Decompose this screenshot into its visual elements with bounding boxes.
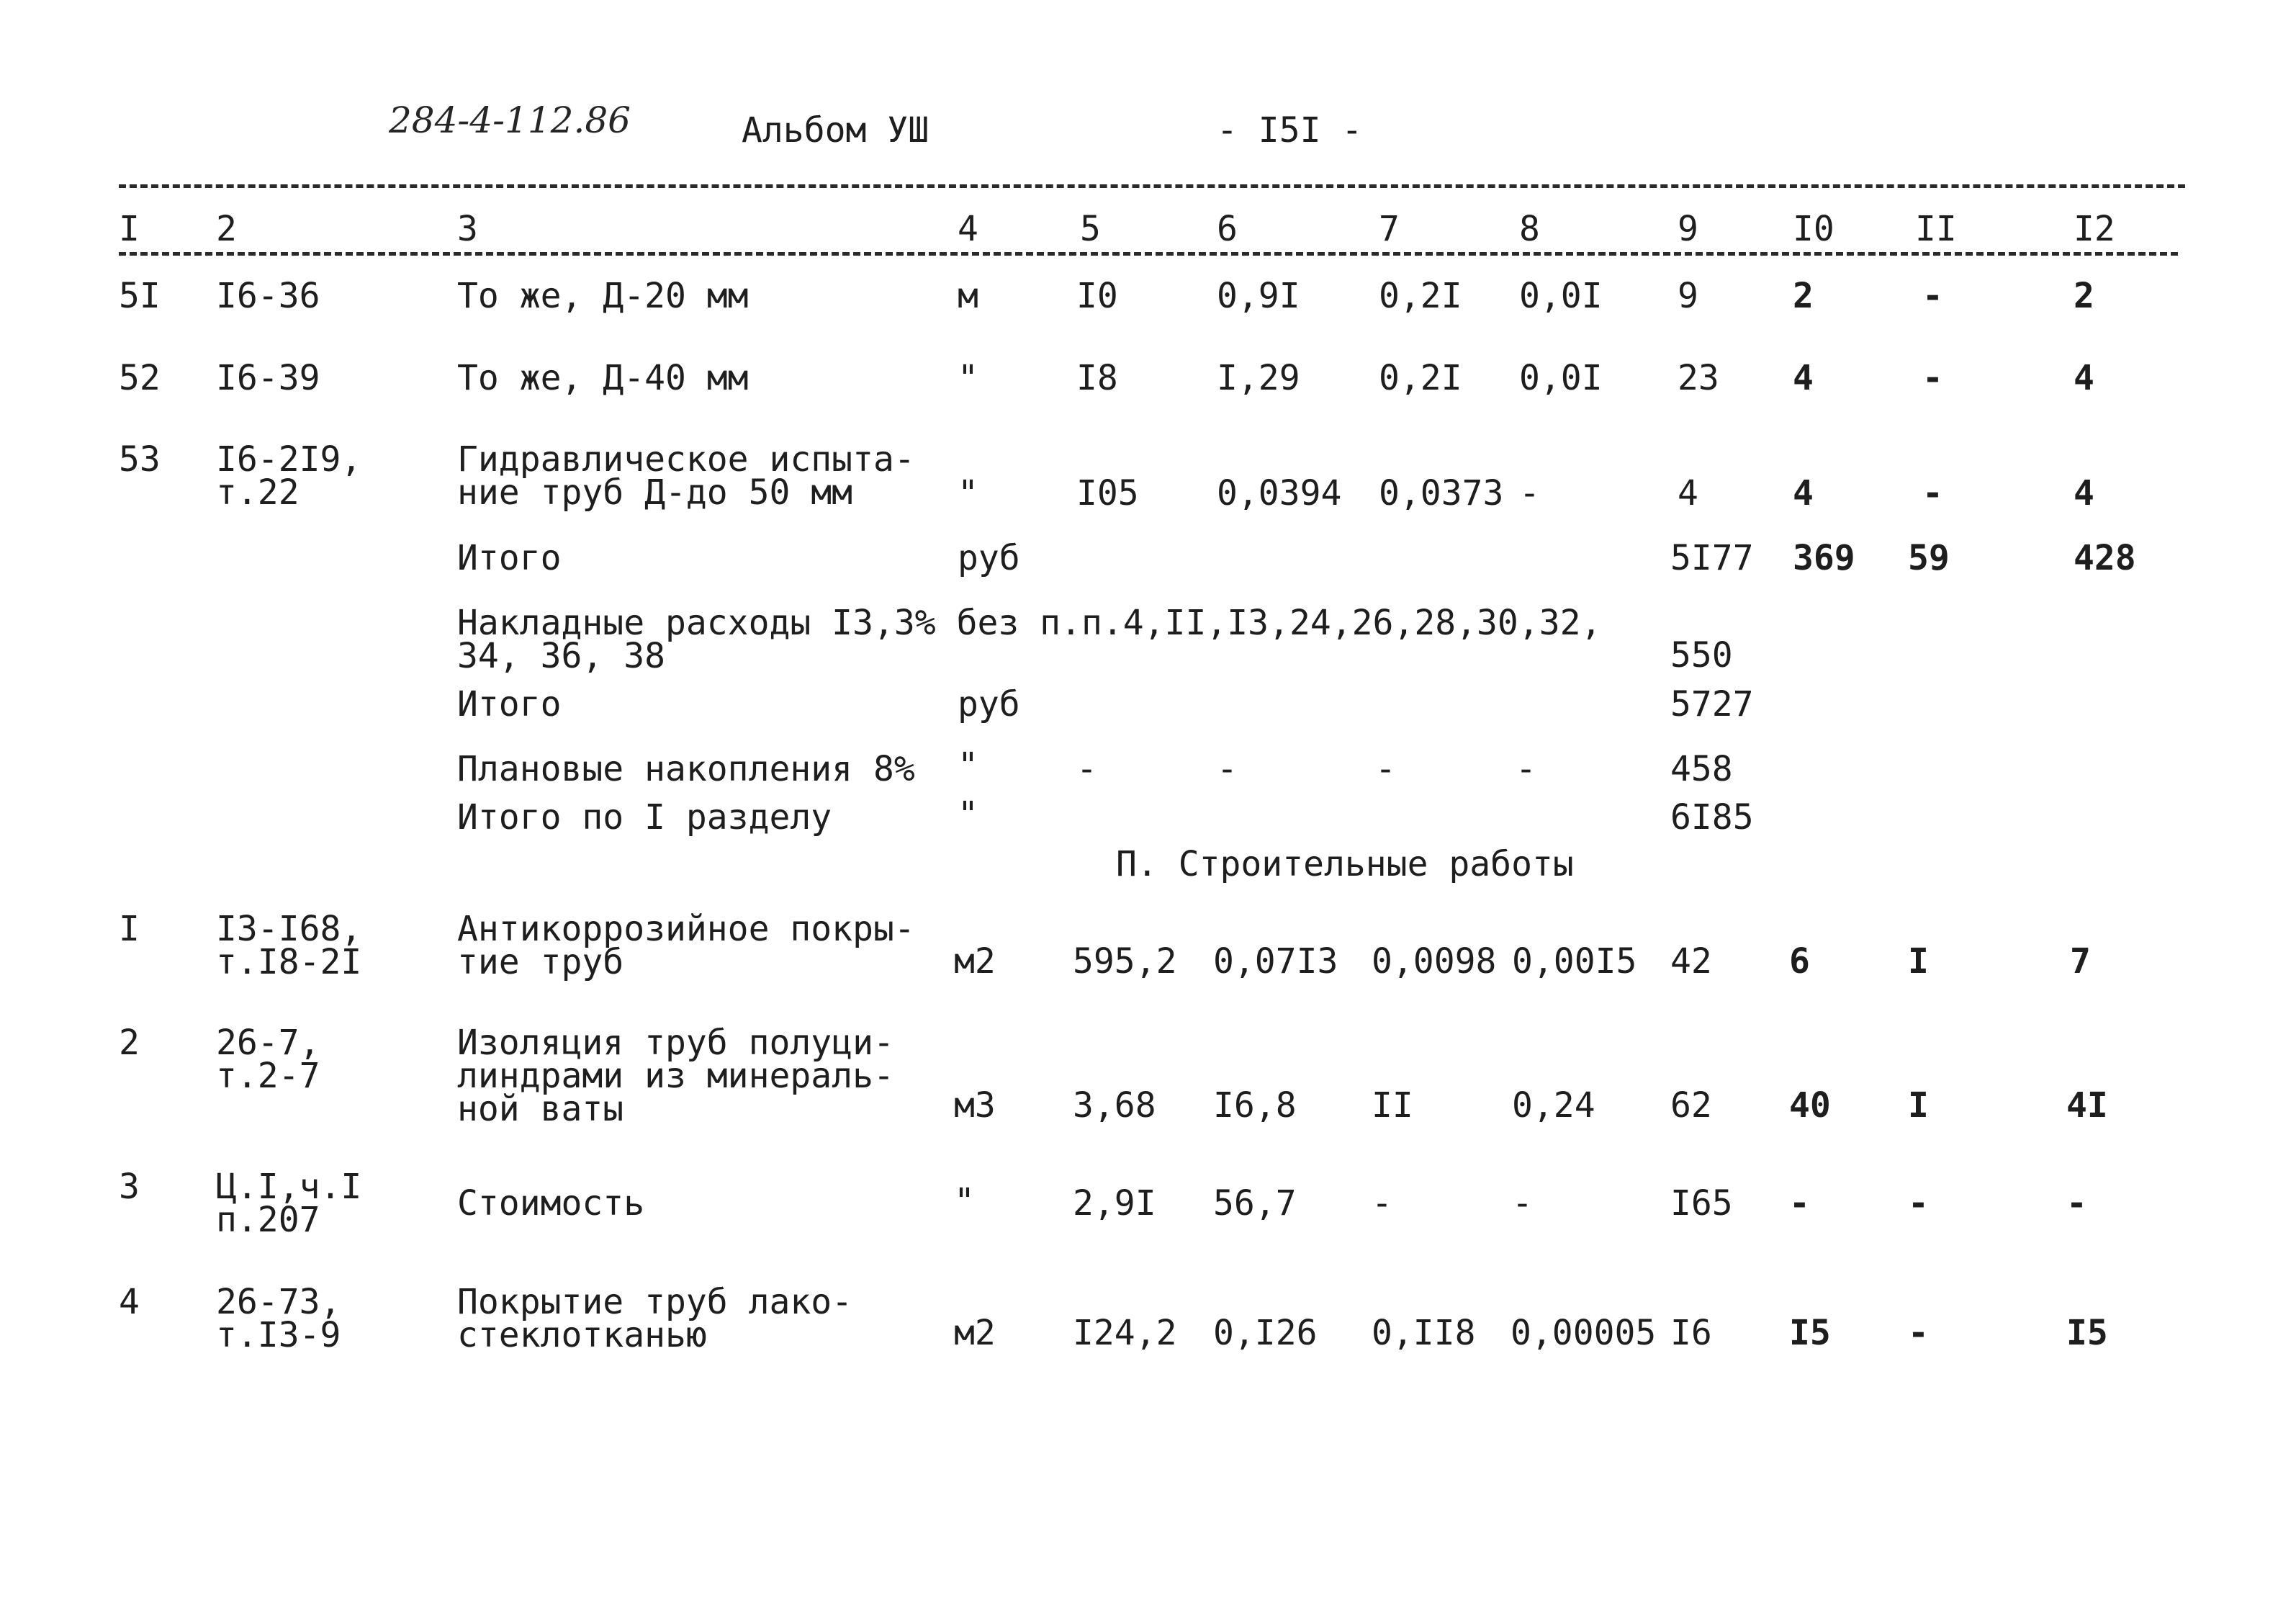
work-description: То же, Д-20 мм [457, 276, 749, 316]
column-header-underline [119, 252, 2178, 256]
cell-col11: I [1908, 1085, 1929, 1126]
row-number: 4 [119, 1282, 140, 1322]
cell-col7: 0,II8 [1372, 1313, 1476, 1353]
work-description: Антикоррозийное покры- тие труб [457, 909, 915, 982]
cell-col8: - [1512, 1183, 1533, 1224]
cell-col10: 4 [1793, 358, 1814, 398]
summary-label: Итого [457, 538, 562, 578]
cell-col11: - [1922, 473, 1943, 513]
document-code: 284-4-112.86 [389, 99, 631, 141]
row-number: 3 [119, 1167, 140, 1207]
cell-col7: II [1372, 1085, 1413, 1126]
cell-col8: - [1516, 749, 1536, 789]
unit: " [958, 473, 978, 513]
cell-col12: 7 [2070, 941, 2091, 982]
rate-code: I6-2I9, т.22 [216, 439, 362, 513]
cell-col9: 42 [1670, 941, 1712, 982]
cell-col8: 0,24 [1512, 1085, 1595, 1126]
album-label: Альбом УШ [742, 110, 929, 151]
col-header-9: 9 [1678, 209, 1698, 249]
cell-col10: 4 [1793, 473, 1814, 513]
work-description: То же, Д-40 мм [457, 358, 749, 398]
cell-col12: - [2066, 1183, 2087, 1224]
cell-col5: - [1076, 749, 1097, 789]
quantity: 2,9I [1073, 1183, 1156, 1224]
row-number: 52 [119, 358, 161, 398]
cell-col8: 0,00005 [1511, 1313, 1657, 1353]
cell-col12: 4 [2074, 358, 2094, 398]
work-description: Покрытие труб лако- стеклотканью [457, 1282, 853, 1355]
cell-col6: I,29 [1217, 358, 1300, 398]
col-header-2: 2 [216, 209, 237, 249]
summary-label: Итого [457, 684, 562, 724]
cell-col12: 4I [2066, 1085, 2108, 1126]
summary-label: Накладные расходы I3,3% без п.п.4,II,I3,24,26,28,30,32, 34, 36, 38 [457, 603, 1602, 676]
quantity: 595,2 [1073, 941, 1177, 982]
unit: м3 [954, 1085, 996, 1126]
cell-col12: 428 [2074, 538, 2136, 578]
cell-col6: 0,9I [1217, 276, 1300, 316]
cell-col12: I5 [2066, 1313, 2108, 1353]
cell-col11: 59 [1908, 538, 1950, 578]
col-header-1: I [119, 209, 140, 249]
cell-col8: 0,0I [1519, 358, 1603, 398]
cell-col7: 0,2I [1379, 276, 1462, 316]
quantity: I0 [1076, 276, 1118, 316]
cell-col10: 40 [1789, 1085, 1831, 1126]
cell-col9: 9 [1678, 276, 1698, 316]
cell-col8: 0,00I5 [1512, 941, 1637, 982]
cell-col9: 5727 [1670, 684, 1754, 724]
cell-col11: - [1922, 276, 1943, 316]
cell-col10: 6 [1789, 941, 1810, 982]
cell-col9: 5I77 [1670, 538, 1754, 578]
cell-col10: 369 [1793, 538, 1855, 578]
cell-col8: - [1519, 473, 1540, 513]
col-header-10: I0 [1793, 209, 1834, 249]
cell-col6: I6,8 [1213, 1085, 1297, 1126]
rate-code: 26-73, т.I3-9 [216, 1282, 341, 1355]
col-header-11: II [1915, 209, 1957, 249]
cell-col6: 56,7 [1213, 1183, 1297, 1224]
work-description: Изоляция труб полуци- линдрами из минераль- ной ваты [457, 1023, 894, 1129]
cell-col7: 0,0098 [1372, 941, 1497, 982]
unit: " [958, 745, 978, 786]
unit: " [954, 1181, 975, 1221]
cell-col9: 550 [1670, 635, 1733, 675]
rate-code: Ц.I,ч.I п.207 [216, 1167, 362, 1240]
col-header-5: 5 [1080, 209, 1101, 249]
summary-label: Плановые накопления 8% [457, 749, 915, 789]
cell-col8: 0,0I [1519, 276, 1603, 316]
col-header-3: 3 [457, 209, 478, 249]
cell-col9: 458 [1670, 749, 1733, 789]
cell-col12: 2 [2074, 276, 2094, 316]
cell-col9: 62 [1670, 1085, 1712, 1126]
cell-col10: 2 [1793, 276, 1814, 316]
cell-col7: - [1375, 749, 1396, 789]
cell-col11: I [1908, 941, 1929, 982]
cell-col11: - [1908, 1313, 1929, 1353]
unit: " [958, 358, 978, 398]
cell-col7: 0,0373 [1379, 473, 1504, 513]
cell-col6: 0,0394 [1217, 473, 1342, 513]
rate-code: I6-39 [216, 358, 320, 398]
rate-code: I3-I68, т.I8-2I [216, 909, 362, 982]
row-number: 53 [119, 439, 161, 480]
unit: м [958, 276, 978, 316]
summary-label: Итого по I разделу [457, 797, 832, 838]
col-header-6: 6 [1217, 209, 1238, 249]
unit: " [958, 794, 978, 835]
quantity: I05 [1076, 473, 1139, 513]
cell-col11: - [1922, 358, 1943, 398]
section-title: П. Строительные работы [1116, 844, 1574, 884]
unit: м2 [954, 941, 996, 982]
col-header-8: 8 [1519, 209, 1540, 249]
cell-col6: 0,07I3 [1213, 941, 1338, 982]
page-number: - I5I - [1217, 110, 1363, 151]
quantity: I24,2 [1073, 1313, 1177, 1353]
cell-col6: 0,I26 [1213, 1313, 1318, 1353]
work-description: Стоимость [457, 1183, 645, 1224]
cell-col7: 0,2I [1379, 358, 1462, 398]
cell-col10: I5 [1789, 1313, 1831, 1353]
cell-col10: - [1789, 1183, 1810, 1224]
cell-col9: 23 [1678, 358, 1719, 398]
row-number: I [119, 909, 140, 949]
quantity: I8 [1076, 358, 1118, 398]
cell-col6: - [1217, 749, 1238, 789]
unit: руб [958, 684, 1020, 724]
rate-code: I6-36 [216, 276, 320, 316]
row-number: 5I [119, 276, 161, 316]
cell-col9: 4 [1678, 473, 1698, 513]
cell-col12: 4 [2074, 473, 2094, 513]
unit: руб [958, 538, 1020, 578]
work-description: Гидравлическое испыта- ние труб Д-до 50 мм [457, 439, 915, 513]
unit: м2 [954, 1313, 996, 1353]
cell-col9: 6I85 [1670, 797, 1754, 838]
cell-col11: - [1908, 1183, 1929, 1224]
col-header-7: 7 [1379, 209, 1400, 249]
cell-col9: I6 [1670, 1313, 1712, 1353]
header-separator [119, 184, 2185, 188]
cell-col7: - [1372, 1183, 1392, 1224]
cell-col9: I65 [1670, 1183, 1733, 1224]
col-header-4: 4 [958, 209, 978, 249]
rate-code: 26-7, т.2-7 [216, 1023, 320, 1096]
row-number: 2 [119, 1023, 140, 1063]
quantity: 3,68 [1073, 1085, 1156, 1126]
col-header-12: I2 [2074, 209, 2115, 249]
